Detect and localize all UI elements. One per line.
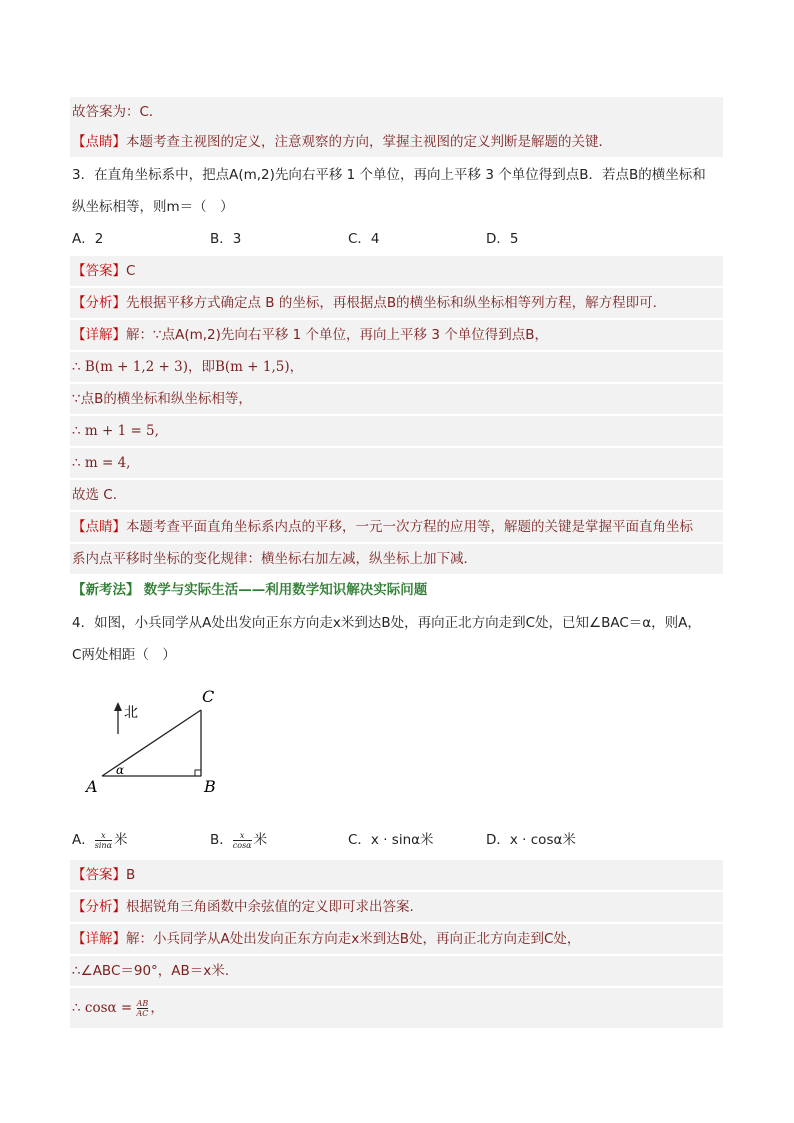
option-b: B．3 [210, 231, 242, 247]
question-4-stem-line1: 4．如图，小兵同学从A处出发向正东方向走x米到达B处，再向正北方向走到C处，已知∠BAC＝α，则A， [72, 615, 701, 631]
option-c: C．4 [348, 231, 380, 247]
analysis-3: 【分析】先根据平移方式确定点 B 的坐标，再根据点B的横坐标和纵坐标相等列方程，解方程即可． [70, 288, 723, 318]
question-3-stem-line2: 纵坐标相等，则m＝（ ） [72, 199, 234, 215]
option-a: A．2 [72, 231, 104, 247]
option-b: B． $\frac{x}{\cos\alpha}$ 米 [210, 830, 268, 850]
comment-line: 【点睛】本题考查主视图的定义，注意观察的方向，掌握主视图的定义判断是解题的关键． [70, 127, 723, 157]
north-arrow-icon [114, 702, 122, 711]
analysis-4: 【分析】根据锐角三角函数中余弦值的定义即可求出答案. [70, 892, 723, 922]
detail-3-line1: 【详解】解：∵点A(m,2)先向右平移 1 个单位，再向上平移 3 个单位得到点B， [70, 320, 723, 350]
detail-4-line1: 【详解】解：小兵同学从A处出发向正东方向走x米到达B处，再向正北方向走到C处， [70, 924, 723, 954]
answer-4: 【答案】B [70, 860, 723, 890]
question-3-options [70, 224, 723, 254]
detail-3-line2: ∴ B(m + 1,2 + 3)，即B(m + 1,5)， [70, 352, 723, 382]
detail-4-line2: ∴∠ABC＝90°，AB＝x米. [70, 956, 723, 986]
option-a: A． $\frac{x}{\sin\alpha}$ 米 [72, 830, 128, 850]
conclusion-line: 故答案为：C． [70, 97, 723, 127]
detail-3-line3: ∵点B的横坐标和纵坐标相等， [70, 384, 723, 414]
comment-3-line1: 【点睛】本题考查平面直角坐标系内点的平移，一元一次方程的应用等，解题的关键是掌握平面直角坐标 [70, 512, 723, 542]
detail-4-line3: ∴ cosα = $\frac{AB}{AC}$ ， [70, 988, 723, 1028]
option-d: D．5 [486, 231, 519, 247]
new-method-heading: 【新考法】 数学与实际生活——利用数学知识解决实际问题 [72, 582, 428, 598]
detail-3-line6: 故选 C． [70, 480, 723, 510]
question-4-stem-line2: C两处相距（ ） [72, 647, 176, 663]
detail-3-line5: ∴ m = 4, [70, 448, 723, 478]
question-4-options [70, 825, 723, 857]
vertex-b-label: B [204, 777, 216, 796]
vertex-a-label: A [86, 777, 98, 796]
answer-3: 【答案】C [70, 256, 723, 286]
question-3-stem-line1: 3．在直角坐标系中，把点A(m,2)先向右平移 1 个单位，再向上平移 3 个单位得到点B．若点B的横坐标和 [72, 167, 706, 183]
angle-alpha-label: α [116, 763, 125, 777]
option-d: D．x · cosα米 [486, 832, 576, 848]
vertex-c-label: C [202, 687, 215, 706]
detail-3-line4: ∴ m + 1 = 5, [70, 416, 723, 446]
triangle-figure [80, 680, 240, 805]
right-angle-mark [195, 770, 201, 776]
option-c: C．x · sinα米 [348, 832, 434, 848]
comment-3-line2: 系内点平移时坐标的变化规律：横坐标右加左减，纵坐标上加下减． [70, 544, 723, 574]
north-label: 北 [124, 705, 138, 721]
